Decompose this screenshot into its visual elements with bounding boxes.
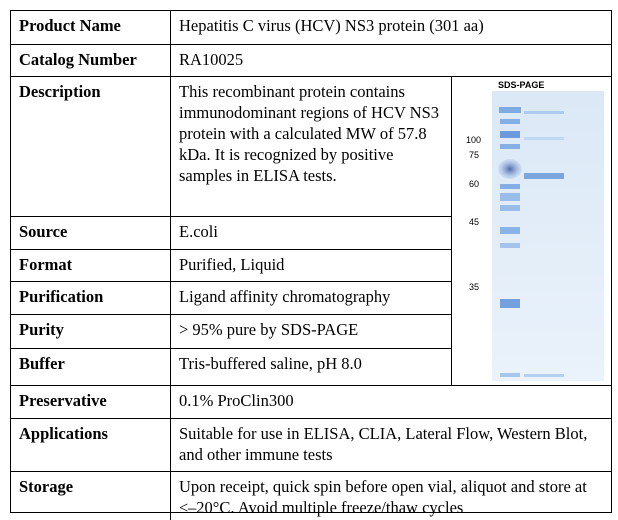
label-applications: Applications <box>11 419 171 472</box>
label-buffer: Buffer <box>11 349 171 386</box>
value-storage: Upon receipt, quick spin before open vial, aliquot and store at ≤–20°C. Avoid multiple freeze/thaw cycles <box>179 477 587 517</box>
target-protein-band <box>524 173 564 179</box>
label-product-name: Product Name <box>11 11 171 45</box>
mw-marker-60: 60 <box>469 179 480 189</box>
label-source: Source <box>11 217 171 250</box>
value-preservative: 0.1% ProClin300 <box>171 386 611 419</box>
mw-marker-35: 35 <box>469 282 480 292</box>
spec-table <box>10 10 612 517</box>
value-description: This recombinant protein contains immunodominant regions of HCV NS3 protein with a calculated MW of 57.8 kDa. It is recognized by positive samples in ELISA tests. <box>171 77 452 217</box>
value-purification: Ligand affinity chromatography <box>171 282 452 315</box>
gel-title: SDS-PAGE <box>498 80 545 90</box>
value-format: Purified, Liquid <box>171 250 452 282</box>
value-applications: Suitable for use in ELISA, CLIA, Lateral Flow, Western Blot, and other immune tests <box>171 419 611 472</box>
mw-marker-75: 75 <box>469 150 480 160</box>
product-spec-sheet <box>10 10 612 517</box>
value-purity: > 95% pure by SDS-PAGE <box>171 315 452 349</box>
sds-page-gel-image <box>452 77 611 386</box>
label-preservative: Preservative <box>11 386 171 419</box>
value-buffer: Tris-buffered saline, pH 8.0 <box>171 349 452 386</box>
value-product-name: Hepatitis C virus (HCV) NS3 protein (301 aa) <box>171 11 611 45</box>
label-description: Description <box>11 77 171 217</box>
mw-marker-45: 45 <box>469 217 480 227</box>
value-catalog-number: RA10025 <box>171 45 611 77</box>
gel-figure <box>452 77 611 386</box>
label-catalog-number: Catalog Number <box>11 45 171 77</box>
label-purity: Purity <box>11 315 171 349</box>
label-purification: Purification <box>11 282 171 315</box>
mw-marker-100: 100 <box>466 135 482 145</box>
value-source: E.coli <box>171 217 452 250</box>
label-format: Format <box>11 250 171 282</box>
label-storage: Storage <box>11 472 171 520</box>
